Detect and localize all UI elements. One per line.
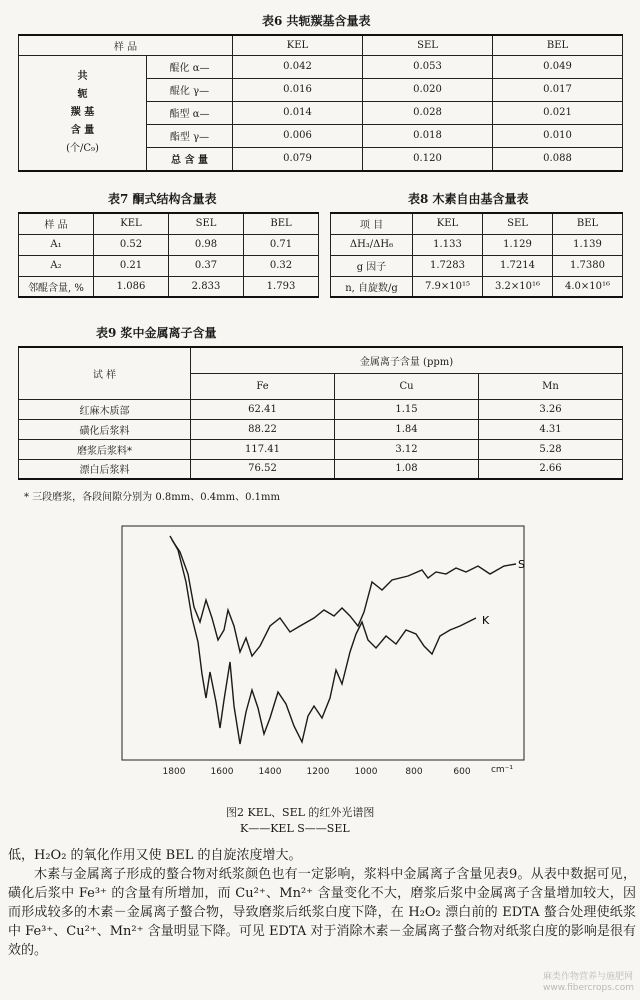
table9-note: * 三段磨浆，各段间隙分别为 0.8mm、0.4mm、0.1mm <box>24 492 280 503</box>
table8-cell: 1.7214 <box>483 255 553 276</box>
table8-header-kel: KEL <box>413 213 483 234</box>
table7-cell: 0.32 <box>244 255 319 276</box>
table6-group-label: 共 轭 羰 基 含 量 (个/C₉) <box>19 55 147 171</box>
x-tick-label: 1800 <box>162 767 186 777</box>
table6-row-label: 酯型 γ— <box>147 124 233 147</box>
table6-cell: 0.017 <box>493 78 623 101</box>
table6-row-label: 酯型 α— <box>147 101 233 124</box>
curve-label-s: S <box>518 558 525 571</box>
table7-header-sample: 样 品 <box>19 213 94 234</box>
x-tick-label: 800 <box>405 767 423 777</box>
table6-cell: 0.028 <box>363 101 493 124</box>
table6-header-bel: BEL <box>493 35 623 55</box>
table8-caption: 表8 木素自由基含量表 <box>408 192 529 206</box>
table6-cell: 0.006 <box>233 124 363 147</box>
table7-cell: 1.793 <box>244 276 319 297</box>
table9-cell: 1.08 <box>335 459 479 479</box>
table6-header-sel: SEL <box>363 35 493 55</box>
figure-legend: K——KEL S——SEL <box>240 822 350 835</box>
spectrum-curve-kel <box>170 536 476 744</box>
table6-cell: 0.042 <box>233 55 363 78</box>
table6-cell: 0.014 <box>233 101 363 124</box>
table7-cell: 0.37 <box>169 255 244 276</box>
table6-cell: 0.020 <box>363 78 493 101</box>
table7-row-label: A₁ <box>19 234 94 255</box>
x-tick-label: 1200 <box>306 767 330 777</box>
table9-header-mn: Mn <box>479 373 623 399</box>
x-tick-label: 1000 <box>354 767 378 777</box>
table6-cell: 0.120 <box>363 147 493 171</box>
spectrum-curve-sel <box>172 540 516 656</box>
table9-row-label: 磺化后浆料 <box>19 419 191 439</box>
x-unit-label: cm⁻¹ <box>490 765 514 775</box>
table8-header-sel: SEL <box>483 213 553 234</box>
table7-row-label: A₂ <box>19 255 94 276</box>
table6-header-kel: KEL <box>233 35 363 55</box>
table9-cell: 4.31 <box>479 419 623 439</box>
table9-cell: 62.41 <box>191 399 335 419</box>
table9-row-label: 磨浆后浆料* <box>19 439 191 459</box>
table7-cell: 2.833 <box>169 276 244 297</box>
table7-cell: 0.52 <box>94 234 169 255</box>
table8-cell: 1.7380 <box>553 255 623 276</box>
table7-cell: 0.71 <box>244 234 319 255</box>
table9-cell: 88.22 <box>191 419 335 439</box>
table8-cell: 3.2×10¹⁶ <box>483 276 553 297</box>
curve-label-k: K <box>482 614 490 627</box>
table6-row-label: 醌化 α— <box>147 55 233 78</box>
table7-cell: 1.086 <box>94 276 169 297</box>
figure-caption: 图2 KEL、SEL 的红外光谱图 <box>226 806 375 819</box>
table8-row-label: n, 自旋数/g <box>331 276 413 297</box>
table9-cell: 117.41 <box>191 439 335 459</box>
table9-header-fe: Fe <box>191 373 335 399</box>
table7-cell: 0.98 <box>169 234 244 255</box>
table6-total-label: 总 含 量 <box>147 147 233 171</box>
body-paragraph-2: 木素与金属离子形成的螯合物对纸浆颜色也有一定影响，浆料中金属离子含量见表9。从表中数据可见，磺化后浆中 Fe³⁺ 的含量有所增加，而 Cu²⁺、Mn²⁺ 含量变化不大，磨浆后浆中金属离子含量增加较大，因而形成较多的木素－金属离子螯合物，导致磨浆后纸浆白度下降，在 H₂O₂ 漂白前的 EDTA 螯合处理使纸浆中 Fe³⁺、Cu²⁺、Mn²⁺ 含量明显下降。可见 EDTA 对于消除木素－金属离子螯合物对纸浆白度的影响是很有效的。 <box>8 867 636 958</box>
table8-header-item: 项 目 <box>331 213 413 234</box>
table8-cell: 1.133 <box>413 234 483 255</box>
table9-header-group: 金属离子含量 (ppm) <box>191 347 623 373</box>
body-text <box>8 846 636 960</box>
table7-header-kel: KEL <box>94 213 169 234</box>
table9-cell: 2.66 <box>479 459 623 479</box>
table6-caption: 表6 共轭羰基含量表 <box>262 14 371 28</box>
table9-header-sample: 试 样 <box>19 347 191 399</box>
table6-cell: 0.088 <box>493 147 623 171</box>
table9-cell: 3.12 <box>335 439 479 459</box>
ir-spectrum-figure <box>110 522 530 792</box>
table6-cell: 0.053 <box>363 55 493 78</box>
table7-row-label: 邻醌含量, % <box>19 276 94 297</box>
table8-row-label: ΔH₃/ΔH₆ <box>331 234 413 255</box>
table6-cell: 0.010 <box>493 124 623 147</box>
watermark: 麻类作物营养与施肥网 www.fibercrops.com <box>543 972 634 993</box>
table8-header-bel: BEL <box>553 213 623 234</box>
table9-row-label: 红麻木质部 <box>19 399 191 419</box>
table9 <box>18 346 623 480</box>
table9-row-label: 漂白后浆料 <box>19 459 191 479</box>
table6-cell: 0.016 <box>233 78 363 101</box>
figure-frame <box>122 526 524 760</box>
table9-cell: 1.84 <box>335 419 479 439</box>
table6-row-label: 醌化 γ— <box>147 78 233 101</box>
table8-cell: 1.129 <box>483 234 553 255</box>
table9-cell: 1.15 <box>335 399 479 419</box>
table8 <box>330 212 623 298</box>
x-tick-label: 1400 <box>258 767 282 777</box>
table8-cell: 1.139 <box>553 234 623 255</box>
table8-cell: 1.7283 <box>413 255 483 276</box>
table8-cell: 4.0×10¹⁶ <box>553 276 623 297</box>
table6-cell: 0.018 <box>363 124 493 147</box>
table9-caption: 表9 浆中金属离子含量 <box>96 326 217 340</box>
table9-cell: 5.28 <box>479 439 623 459</box>
table7 <box>18 212 319 298</box>
table9-cell: 76.52 <box>191 459 335 479</box>
table6-cell: 0.049 <box>493 55 623 78</box>
x-tick-label: 600 <box>453 767 471 777</box>
table7-header-bel: BEL <box>244 213 319 234</box>
table7-cell: 0.21 <box>94 255 169 276</box>
x-tick-label: 1600 <box>210 767 234 777</box>
table7-header-sel: SEL <box>169 213 244 234</box>
table8-row-label: g 因子 <box>331 255 413 276</box>
table7-caption: 表7 酮式结构含量表 <box>108 192 217 206</box>
table9-cell: 3.26 <box>479 399 623 419</box>
table6 <box>18 34 623 172</box>
table6-cell: 0.021 <box>493 101 623 124</box>
table8-cell: 7.9×10¹⁵ <box>413 276 483 297</box>
body-paragraph-1: 低，H₂O₂ 的氧化作用又使 BEL 的自旋浓度增大。 <box>8 848 302 863</box>
table9-header-cu: Cu <box>335 373 479 399</box>
table6-cell: 0.079 <box>233 147 363 171</box>
table6-header-sample: 样 品 <box>19 35 233 55</box>
